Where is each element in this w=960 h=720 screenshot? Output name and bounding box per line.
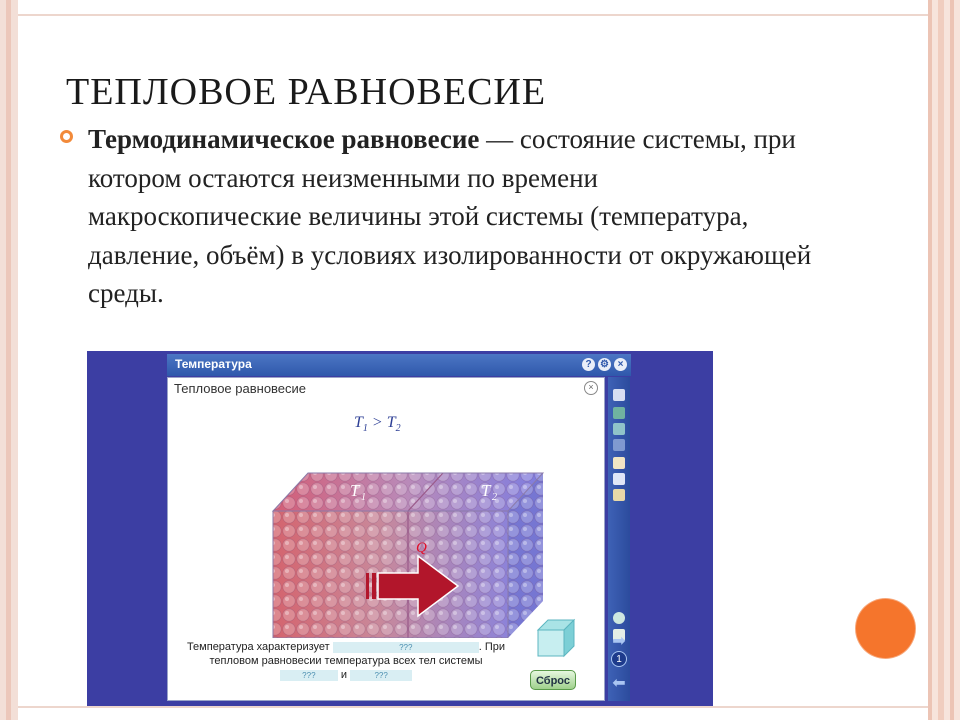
- temperature-formula: $T_1 > T_2$: [354, 414, 401, 435]
- note-icon[interactable]: [613, 457, 625, 469]
- slide-frame-right: [928, 0, 960, 720]
- svg-text:1: 1: [361, 492, 366, 503]
- svg-text:2: 2: [492, 492, 497, 503]
- slide-frame-bottom: [18, 706, 928, 708]
- app-side-toolbar: [608, 377, 630, 701]
- slide-title: ТЕПЛОВОЕ РАВНОВЕСИЕ: [66, 71, 547, 113]
- panel-close-icon[interactable]: ×: [584, 381, 598, 395]
- slide-frame-top: [18, 0, 930, 16]
- app-window-title: Температура: [175, 357, 252, 371]
- status-dot-icon: [613, 612, 625, 624]
- settings-icon[interactable]: ⚙: [598, 358, 611, 371]
- fill-in-text: Температура характеризует ??? . При тепловом равновесии температура всех тел системы ??? и ???: [186, 641, 506, 681]
- decorative-orange-circle: [856, 599, 915, 658]
- cube-model-icon: [534, 616, 578, 660]
- blank-field-2[interactable]: ???: [280, 670, 338, 681]
- definition-body: — состояние системы, при котором остаются неизменными по времени макроскопические величины этой системы (температура, давление, объём) в условиях изолированности от окружающей среды.: [88, 124, 812, 308]
- blank-field-3[interactable]: ???: [350, 670, 412, 681]
- close-icon[interactable]: ×: [614, 358, 627, 371]
- back-arrow-icon[interactable]: ⬅: [612, 673, 626, 692]
- definition-term: Термодинамическое равновесие: [88, 124, 480, 154]
- panel-title: Тепловое равновесие: [174, 381, 307, 396]
- bullet-icon: [60, 130, 73, 143]
- page-number-badge: 1: [611, 651, 627, 667]
- help-icon[interactable]: ?: [582, 358, 595, 371]
- embedded-app-screenshot: [87, 351, 713, 706]
- avatar-icon[interactable]: [613, 389, 625, 401]
- slide-frame-left: [0, 0, 18, 720]
- thermal-contact-cube: [268, 468, 548, 638]
- blank-field-1[interactable]: ???: [333, 642, 479, 653]
- forward-arrow-icon[interactable]: ➡: [612, 631, 626, 650]
- definition-text: [88, 120, 818, 313]
- reset-button[interactable]: Сброс: [530, 670, 576, 690]
- label-t2: T: [481, 481, 491, 500]
- label-t1: T: [350, 481, 360, 500]
- layers-icon[interactable]: [613, 439, 625, 451]
- app-titlebar: [167, 354, 631, 376]
- list-icon[interactable]: [613, 473, 625, 485]
- label-q: Q: [416, 540, 427, 556]
- chart-icon[interactable]: [613, 407, 625, 419]
- image-icon[interactable]: [613, 423, 625, 435]
- simulation-panel: [167, 377, 605, 701]
- edit-icon[interactable]: [613, 489, 625, 501]
